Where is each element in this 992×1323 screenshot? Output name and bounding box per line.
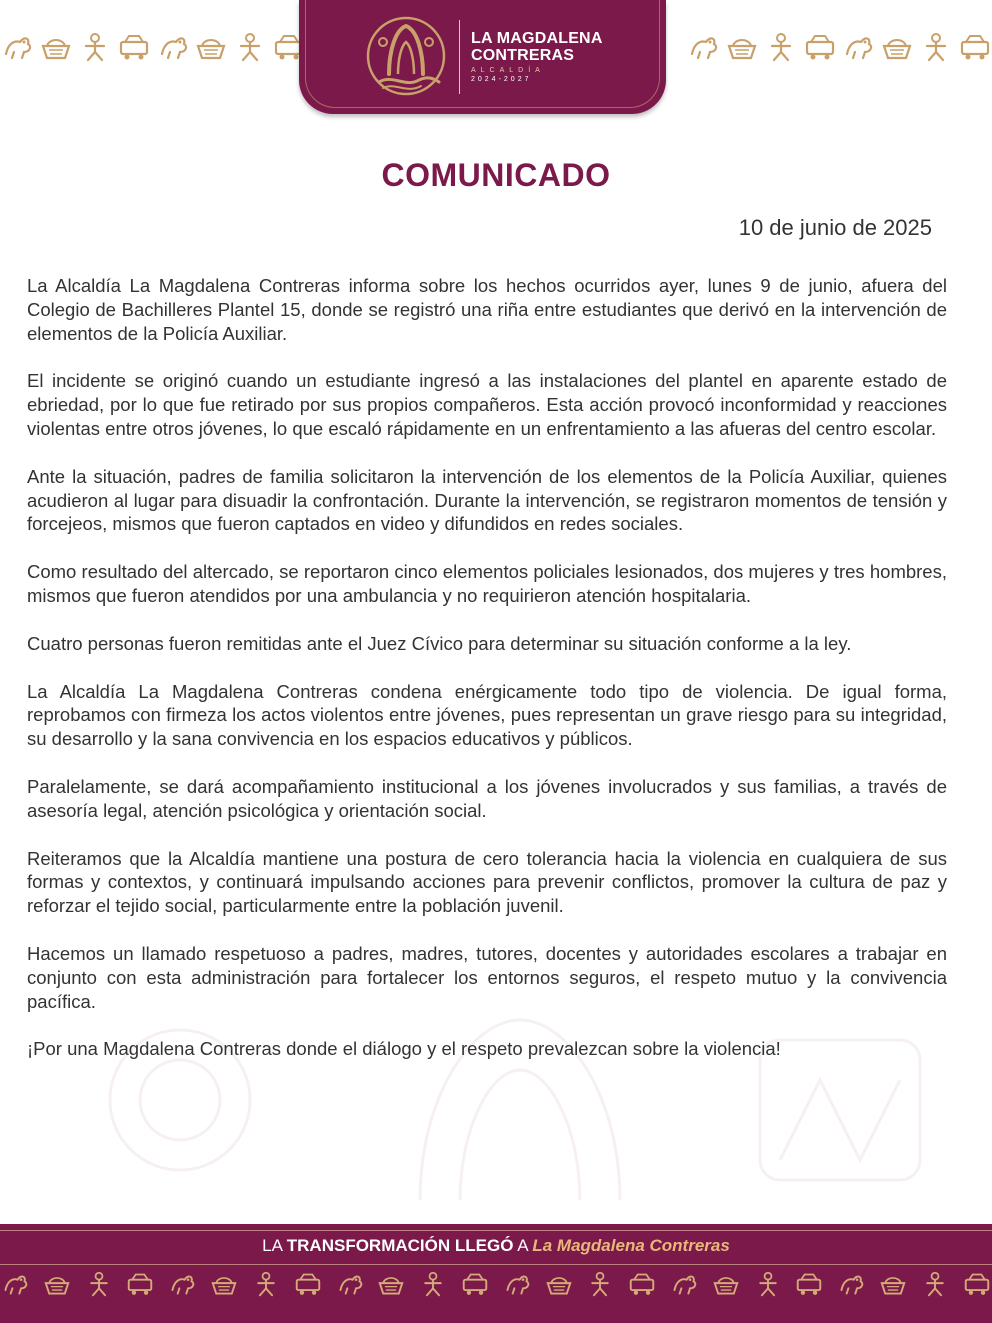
figure-glyph-icon bbox=[764, 32, 798, 62]
figure-glyph-icon bbox=[418, 1271, 448, 1297]
figure-glyph-icon bbox=[753, 1271, 783, 1297]
logo-wordmark bbox=[471, 30, 603, 84]
bird-glyph-icon bbox=[0, 1271, 30, 1297]
basket-glyph-icon bbox=[194, 32, 228, 62]
basket-glyph-icon bbox=[880, 32, 914, 62]
figure-glyph-icon bbox=[920, 1271, 950, 1297]
figure-glyph-icon bbox=[84, 1271, 114, 1297]
org-name-line2: CONTRERAS bbox=[471, 47, 575, 64]
cart-glyph-icon bbox=[962, 1271, 992, 1297]
figure-glyph-icon bbox=[78, 32, 112, 62]
footer-slogan bbox=[0, 1236, 992, 1256]
cart-glyph-icon bbox=[958, 32, 992, 62]
cart-glyph-icon bbox=[460, 1271, 490, 1297]
figure-glyph-icon bbox=[233, 32, 267, 62]
document-title: COMUNICADO bbox=[381, 157, 611, 193]
bird-glyph-icon bbox=[686, 32, 720, 62]
cart-glyph-icon bbox=[627, 1271, 657, 1297]
footer-divider bbox=[0, 1230, 992, 1231]
org-term-years: 2024-2027 bbox=[471, 76, 532, 83]
logo-divider bbox=[459, 20, 460, 94]
bird-glyph-icon bbox=[836, 1271, 866, 1297]
figure-glyph-icon bbox=[585, 1271, 615, 1297]
slogan-bold: TRANSFORMACIÓN LLEGÓ bbox=[286, 1236, 514, 1255]
bird-glyph-icon bbox=[0, 32, 34, 62]
figure-glyph-icon bbox=[251, 1271, 281, 1297]
basket-glyph-icon bbox=[42, 1271, 72, 1297]
org-name-line1: LA MAGDALENA bbox=[471, 30, 603, 47]
basket-glyph-icon bbox=[39, 32, 73, 62]
bird-glyph-icon bbox=[502, 1271, 532, 1297]
cart-glyph-icon bbox=[293, 1271, 323, 1297]
header-badge bbox=[299, 0, 666, 114]
cart-glyph-icon bbox=[117, 32, 151, 62]
basket-glyph-icon bbox=[725, 32, 759, 62]
basket-glyph-icon bbox=[209, 1271, 239, 1297]
basket-glyph-icon bbox=[544, 1271, 574, 1297]
basket-glyph-icon bbox=[878, 1271, 908, 1297]
cart-glyph-icon bbox=[794, 1271, 824, 1297]
body-paragraph: Ante la situación, padres de familia solicitaron la intervención de los elementos de la Policía Auxiliar, quienes acudieron al lugar para disuadir la confrontación. Durante la intervención, se registraron momentos de tensión y forcejeos, mismos que fueron captados en video y difundidos en redes sociales. bbox=[27, 465, 947, 535]
magdalena-contreras-logo-icon bbox=[365, 12, 447, 100]
bottom-decorative-band bbox=[0, 1264, 992, 1304]
slogan-mid: A bbox=[517, 1236, 528, 1255]
bird-glyph-icon bbox=[335, 1271, 365, 1297]
cart-glyph-icon bbox=[803, 32, 837, 62]
figure-glyph-icon bbox=[919, 32, 953, 62]
document-body bbox=[27, 274, 947, 1085]
bird-glyph-icon bbox=[156, 32, 190, 62]
body-paragraph: La Alcaldía La Magdalena Contreras condena enérgicamente todo tipo de violencia. De igual forma, reprobamos con firmeza los actos violentos entre jóvenes, pues representan un grave riesgo para su integridad, su desarrollo y la sana convivencia en los espacios educativos y públicos. bbox=[27, 680, 947, 750]
bird-glyph-icon bbox=[841, 32, 875, 62]
body-paragraph: La Alcaldía La Magdalena Contreras informa sobre los hechos ocurridos ayer, lunes 9 de junio, afuera del Colegio de Bachilleres Plantel 15, donde se registró una riña entre estudiantes que derivó en la intervención de elementos de la Policía Auxiliar. bbox=[27, 275, 947, 344]
cart-glyph-icon bbox=[125, 1271, 155, 1297]
document-date: 10 de junio de 2025 bbox=[738, 215, 932, 240]
closing-slogan: ¡Por una Magdalena Contreras donde el diálogo y el respeto prevalezcan sobre la violencia! bbox=[27, 1038, 781, 1060]
bird-glyph-icon bbox=[669, 1271, 699, 1297]
body-paragraph: Cuatro personas fueron remitidas ante el Juez Cívico para determinar su situación conforme a la ley. bbox=[27, 632, 852, 654]
bird-glyph-icon bbox=[167, 1271, 197, 1297]
body-paragraph: Reiteramos que la Alcaldía mantiene una postura de cero tolerancia hacia la violencia en cualquiera de sus formas y contextos, y continuará impulsando acciones para prevenir conflictos, promover la cultura de paz y reforzar el tejido social, particularmente entre la población juvenil. bbox=[27, 847, 947, 917]
body-paragraph: Como resultado del altercado, se reportaron cinco elementos policiales lesionados, dos mujeres y tres hombres, mismos que fueron atendidos por una ambulancia y no requirieron atención hospitalaria. bbox=[27, 561, 947, 606]
body-paragraph: El incidente se originó cuando un estudiante ingresó a las instalaciones del plantel en aparente estado de ebriedad, por lo que fue retirado por sus propios compañeros. Esta acción provocó inconformidad y reacciones violentas entre otros jóvenes, lo que escaló rápidamente en un enfrentamiento a las afueras del centro escolar. bbox=[27, 370, 947, 439]
slogan-prefix: LA bbox=[262, 1236, 283, 1255]
slogan-place: La Magdalena Contreras bbox=[532, 1236, 730, 1255]
basket-glyph-icon bbox=[711, 1271, 741, 1297]
body-paragraph: Paralelamente, se dará acompañamiento institucional a los jóvenes involucrados y sus familias, a través de asesoría legal, atención psicológica y orientación social. bbox=[27, 775, 947, 821]
body-paragraph: Hacemos un llamado respetuoso a padres, madres, tutores, docentes y autoridades escolares a trabajar en conjunto con esta administración para fortalecer los entornos seguros, el respeto mutuo y la convivencia pacífica. bbox=[27, 942, 947, 1012]
basket-glyph-icon bbox=[376, 1271, 406, 1297]
org-type: ALCALDÍA bbox=[471, 67, 545, 74]
